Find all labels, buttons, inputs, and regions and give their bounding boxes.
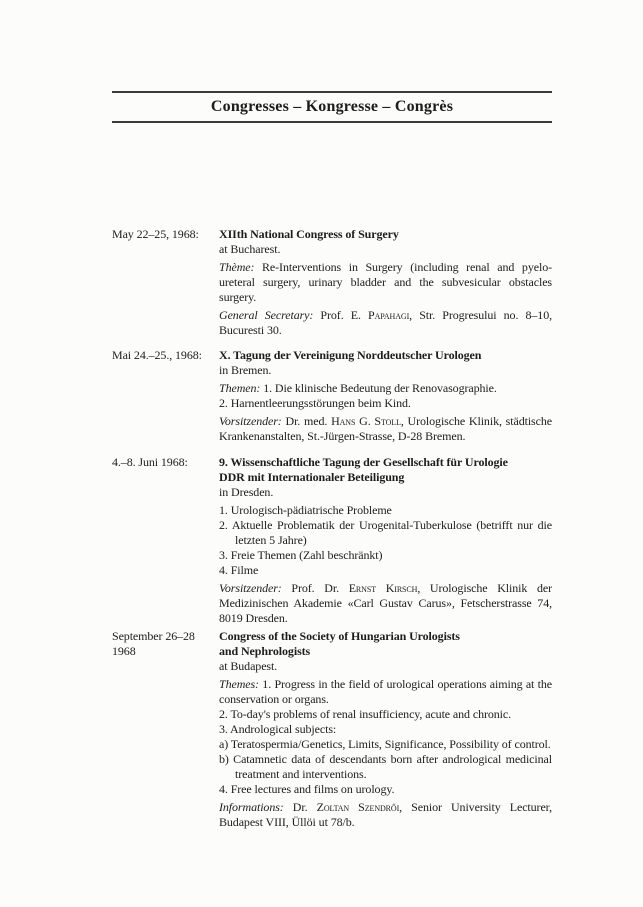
contact-paragraph (219, 414, 552, 444)
topic-item: 1. Urologisch-pädiatrische Probleme (219, 503, 392, 517)
congress-entry (112, 227, 552, 338)
entry-title-line: 9. Wissenschaftliche Tagung der Gesellschaft für Urologie (219, 455, 508, 469)
contact-label: General Secretary: (219, 308, 314, 322)
entry-title-line: XIIth National Congress of Surgery (219, 227, 399, 241)
theme-label: Themen: (219, 381, 261, 395)
contact-label: Vorsitzender: (219, 581, 282, 595)
contact-pre: Prof. E. (313, 308, 369, 322)
topic-item: 3. Andrological subjects: (219, 722, 337, 736)
contact-name: Papahagi (368, 308, 410, 322)
theme-label: Thème: (219, 260, 255, 274)
congress-entry (112, 455, 552, 626)
contact-name: Hans G. Stoll (331, 414, 401, 428)
entry-title-line: Congress of the Society of Hungarian Urologists (219, 629, 460, 643)
topic-item: 4. Free lectures and films on urology. (219, 782, 395, 796)
entry-location: in Dresden. (219, 485, 274, 499)
entry-date (112, 629, 219, 830)
entry-title-line: DDR mit Internationaler Beteiligung (219, 470, 405, 484)
topic-item: a) Teratospermia/Genetics, Limits, Significance, Possibility of control. (219, 737, 551, 751)
contact-post: , Str. Progresului no. 8–10, Bucuresti 30. (219, 308, 552, 337)
topic-list (219, 503, 552, 578)
entry-location: at Bucharest. (219, 242, 281, 256)
theme-paragraph (219, 260, 552, 305)
entry-date (112, 455, 219, 626)
contact-paragraph (219, 581, 552, 626)
entry-title-line: and Nephrologists (219, 644, 311, 658)
entry-date-line: 4.–8. Juni 1968: (112, 455, 188, 469)
contact-post: , Urologische Klinik der Medizinischen Akademie «Carl Gustav Carus», Fetscherstrasse 74, 8019 Dresden. (219, 581, 552, 625)
theme-label: Themes: (219, 677, 259, 691)
topic-list (219, 707, 552, 797)
topic-item: 3. Freie Themen (Zahl beschränkt) (219, 548, 383, 562)
theme-text: Re-Interventions in Surgery (including renal and pyelo-ureteral surgery, urinary bladder and the subvesicular obstacles surgery. (219, 260, 552, 304)
contact-pre: Dr. med. (281, 414, 332, 428)
entry-content (219, 348, 552, 444)
topic-item: 4. Filme (219, 563, 259, 577)
page-title: Congresses – Kongresse – Congrès (210, 98, 454, 115)
topic-item: 2. Aktuelle Problematik der Urogenital-Tuberkulose (betrifft nur die letzten 5 Jahre) (219, 518, 552, 547)
entry-date-line: May 22–25, 1968: (112, 227, 199, 241)
congress-entry (112, 348, 552, 444)
entry-date-line: Mai 24.–25., 1968: (112, 348, 202, 362)
contact-label: Informations: (219, 800, 284, 814)
entry-date-line: 1968 (112, 644, 136, 658)
entry-title-line: X. Tagung der Vereinigung Norddeutscher Urologen (219, 348, 482, 362)
theme-text: 1. Progress in the field of urological operations aiming at the conservation or organs. (219, 677, 552, 706)
header-rule-top (112, 91, 552, 93)
theme-paragraph (219, 381, 552, 396)
contact-label: Vorsitzender: (219, 414, 282, 428)
header-rule-bottom (112, 121, 552, 123)
contact-pre: Prof. Dr. (281, 581, 349, 595)
entry-content (219, 227, 552, 338)
contact-post: , Senior University Lecturer, Budapest VIII, Üllöi ut 78/b. (219, 800, 552, 829)
contact-paragraph (219, 800, 552, 830)
contact-pre: Dr. (283, 800, 317, 814)
theme-text: 1. Die klinische Bedeutung der Renovasographie. (260, 381, 497, 395)
theme-paragraph (219, 677, 552, 707)
contact-name: Zoltan Szendrői (316, 800, 400, 814)
entry-date (112, 348, 219, 444)
entry-date (112, 227, 219, 338)
entry-location: at Budapest. (219, 659, 278, 673)
entry-location: in Bremen. (219, 363, 272, 377)
theme-line: 2. Harnentleerungsstörungen beim Kind. (219, 396, 411, 410)
topic-item: b) Catamnetic data of descendants born after andrological medicinal treatment and interventions. (219, 752, 552, 781)
entry-date-line: September 26–28 (112, 629, 195, 643)
contact-paragraph (219, 308, 552, 338)
topic-item: 2. To-day's problems of renal insufficiency, acute and chronic. (219, 707, 512, 721)
congress-entry (112, 629, 552, 830)
contact-post: , Urologische Klinik, städtische Krankenanstalten, St.-Jürgen-Strasse, D-28 Bremen. (219, 414, 552, 443)
contact-name: Ernst Kirsch (348, 581, 418, 595)
entry-content (219, 629, 552, 830)
entry-content (219, 455, 552, 626)
